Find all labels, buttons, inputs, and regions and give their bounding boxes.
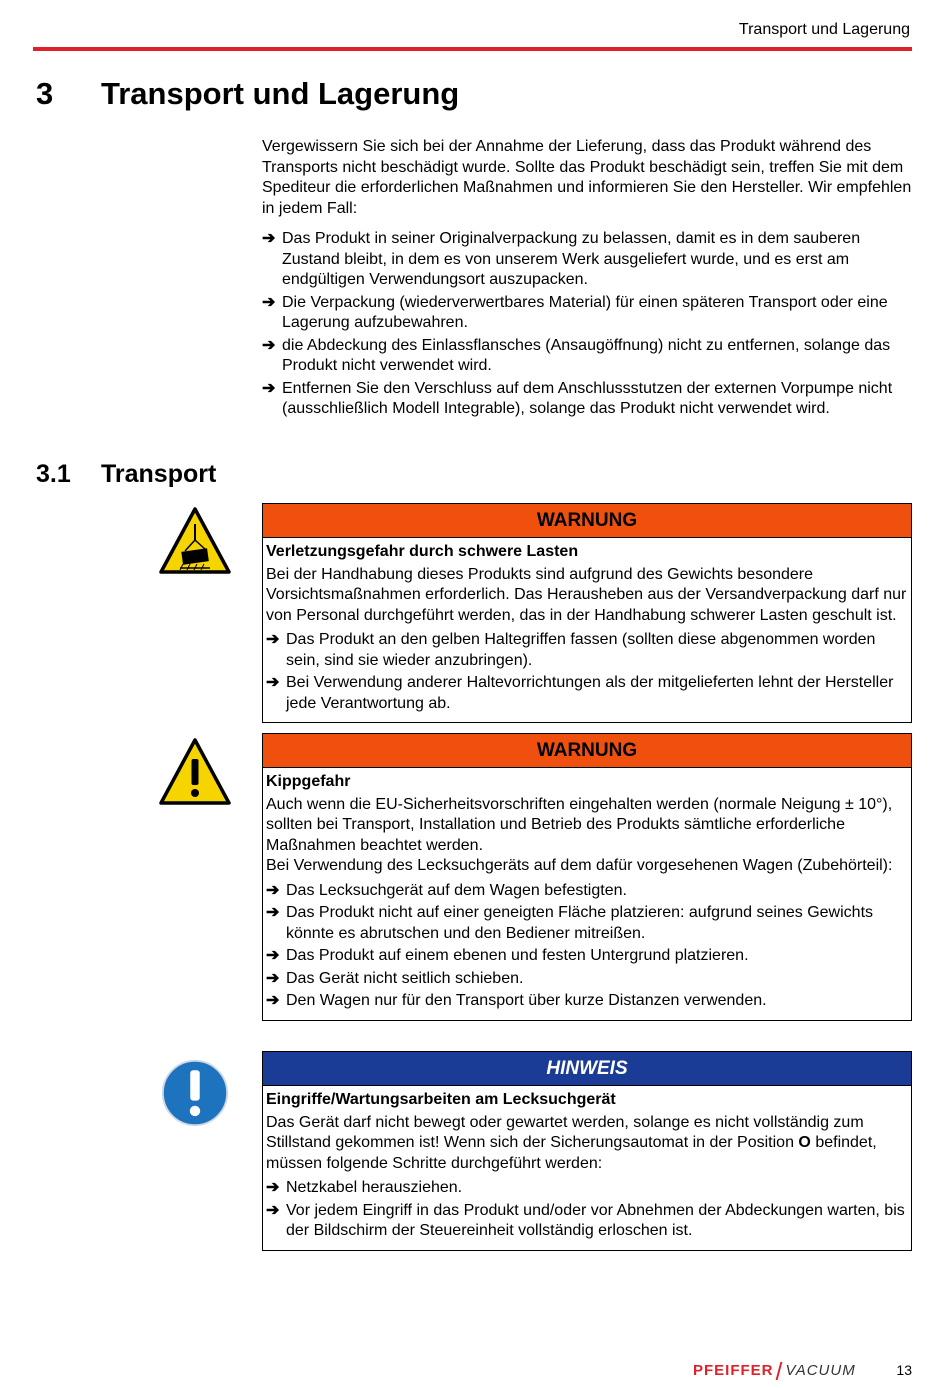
list-item: ➔ Das Produkt an den gelben Haltegriffen fassen (sollten diese abgenommen worden sein, sind sie wieder anzubringen). bbox=[266, 631, 876, 669]
notice-box-maintenance bbox=[262, 1051, 912, 1251]
hanging-load-warning-icon bbox=[158, 506, 232, 576]
list-item: ➔ Das Produkt auf einem ebenen und festen Untergrund platzieren. bbox=[266, 946, 908, 967]
intro-section bbox=[262, 137, 912, 422]
arrow-icon: ➔ bbox=[266, 1179, 280, 1196]
brand-vacuum: VACUUM bbox=[785, 1362, 856, 1379]
arrow-icon: ➔ bbox=[266, 969, 280, 987]
warning-text: Bei der Handhabung dieses Produkts sind aufgrund des Gewichts besondere Vorsichtsmaßnahmen erforderlich. Das Herausheben aus der Versandverpackung darf nur von Personal durchgeführt werden, das in der Handhabung schwerer Lasten geschult ist. bbox=[266, 565, 907, 624]
list-item: ➔ Den Wagen nur für den Transport über kurze Distanzen verwenden. bbox=[266, 991, 908, 1012]
warning-label: WARNUNG bbox=[263, 734, 911, 768]
section-number: 3.1 bbox=[36, 460, 71, 488]
arrow-icon: ➔ bbox=[266, 1201, 280, 1219]
warning-box-heavy-load bbox=[262, 503, 912, 723]
general-warning-icon bbox=[158, 737, 232, 807]
section-title: Transport bbox=[101, 460, 217, 488]
list-item: ➔ Vor jedem Eingriff in das Produkt und/oder vor Abnehmen der Abdeckungen warten, bis der Bildschirm der Steuereinheit vollständig erloschen ist. bbox=[266, 1201, 905, 1239]
brand-logo bbox=[693, 1362, 856, 1380]
arrow-icon: ➔ bbox=[266, 674, 280, 691]
notice-text: Das Gerät darf nicht bewegt oder gewartet werden, solange es nicht vollständig zum Stillstand gekommen ist! Wenn sich der Sicherungsautomat in der Position O befindet, müssen folgende Schritte durchgeführt werden: bbox=[266, 1113, 877, 1172]
list-item: ➔ Entfernen Sie den Verschluss auf dem Anschlussstutzen der externen Vorpumpe nicht (ausschließlich Modell Integrable), solange das Produkt nicht verwendet wird. bbox=[262, 379, 893, 417]
notice-list bbox=[266, 1178, 908, 1242]
arrow-icon: ➔ bbox=[266, 904, 280, 921]
list-item: ➔ Das Produkt in seiner Originalverpackung zu belassen, damit es in dem sauberen Zustand bleibt, in dem es von unserem Werk ausgeliefert wurde, und es erst am endgültigen Verwendungsort auszupacken. bbox=[262, 230, 861, 288]
list-item: ➔ Die Verpackung (wiederverwertbares Material) für einen späteren Transport oder eine Lagerung aufzubewahren. bbox=[262, 293, 888, 331]
warning-list bbox=[266, 881, 908, 1012]
warning-text-2: Bei Verwendung des Lecksuchgeräts auf dem dafür vorgesehenen Wagen (Zubehörteil): bbox=[266, 857, 893, 874]
chapter-title: Transport und Lagerung bbox=[101, 76, 460, 111]
arrow-icon: ➔ bbox=[262, 379, 276, 397]
warning-title: Verletzungsgefahr durch schwere Lasten bbox=[266, 543, 579, 560]
header-rule bbox=[33, 47, 912, 51]
arrow-icon: ➔ bbox=[266, 631, 280, 648]
list-item: ➔ Bei Verwendung anderer Haltevorrichtungen als der mitgelieferten lehnt der Hersteller jede Verantwortung ab. bbox=[266, 674, 894, 712]
list-item: ➔ die Abdeckung des Einlassflansches (Ansaugöffnung) nicht zu entfernen, solange das Produkt nicht verwendet wird. bbox=[262, 336, 891, 374]
brand-pfeiffer: PFEIFFER bbox=[693, 1362, 774, 1379]
notice-title: Eingriffe/Wartungsarbeiten am Lecksuchgerät bbox=[266, 1091, 616, 1108]
warning-text: Auch wenn die EU-Sicherheitsvorschriften eingehalten werden (normale Neigung ± 10°), sollten bei Transport, Installation und Betrieb des Produkts sämtliche erforderliche Maßnahmen beachtet werden. bbox=[266, 795, 893, 854]
arrow-icon: ➔ bbox=[262, 293, 276, 311]
arrow-icon: ➔ bbox=[266, 992, 280, 1009]
chapter-number: 3 bbox=[36, 76, 54, 111]
warning-list bbox=[266, 630, 908, 714]
arrow-icon: ➔ bbox=[266, 881, 280, 899]
arrow-icon: ➔ bbox=[262, 336, 276, 354]
chapter-heading bbox=[36, 76, 459, 112]
position-o: O bbox=[798, 1134, 811, 1151]
section-heading bbox=[36, 460, 216, 489]
page-number: 13 bbox=[896, 1362, 912, 1378]
warning-label: WARNUNG bbox=[263, 504, 911, 538]
list-item: ➔ Netzkabel herausziehen. bbox=[266, 1178, 908, 1199]
logo-separator bbox=[775, 1362, 782, 1380]
warning-box-tipping bbox=[262, 733, 912, 1021]
notice-label: HINWEIS bbox=[263, 1052, 911, 1086]
mandatory-notice-icon bbox=[158, 1058, 232, 1128]
intro-list bbox=[262, 229, 912, 420]
arrow-icon: ➔ bbox=[262, 230, 276, 247]
warning-title: Kippgefahr bbox=[266, 773, 351, 790]
arrow-icon: ➔ bbox=[266, 947, 280, 964]
list-item: ➔ Das Gerät nicht seitlich schieben. bbox=[266, 969, 908, 990]
list-item: ➔ Das Produkt nicht auf einer geneigten Fläche platzieren: aufgrund seines Gewichts könnte es abrutschen und den Bediener mitreißen. bbox=[266, 904, 874, 942]
running-header: Transport und Lagerung bbox=[738, 21, 910, 38]
intro-paragraph: Vergewissern Sie sich bei der Annahme der Lieferung, dass das Produkt während des Transports nicht beschädigt wurde. Sollte das Produkt beschädigt sein, treffen Sie mit dem Spediteur die erforderlichen Maßnahmen und informieren Sie den Hersteller. Wir empfehlen in jedem Fall: bbox=[262, 138, 912, 217]
list-item: ➔ Das Lecksuchgerät auf dem Wagen befestigten. bbox=[266, 881, 908, 902]
